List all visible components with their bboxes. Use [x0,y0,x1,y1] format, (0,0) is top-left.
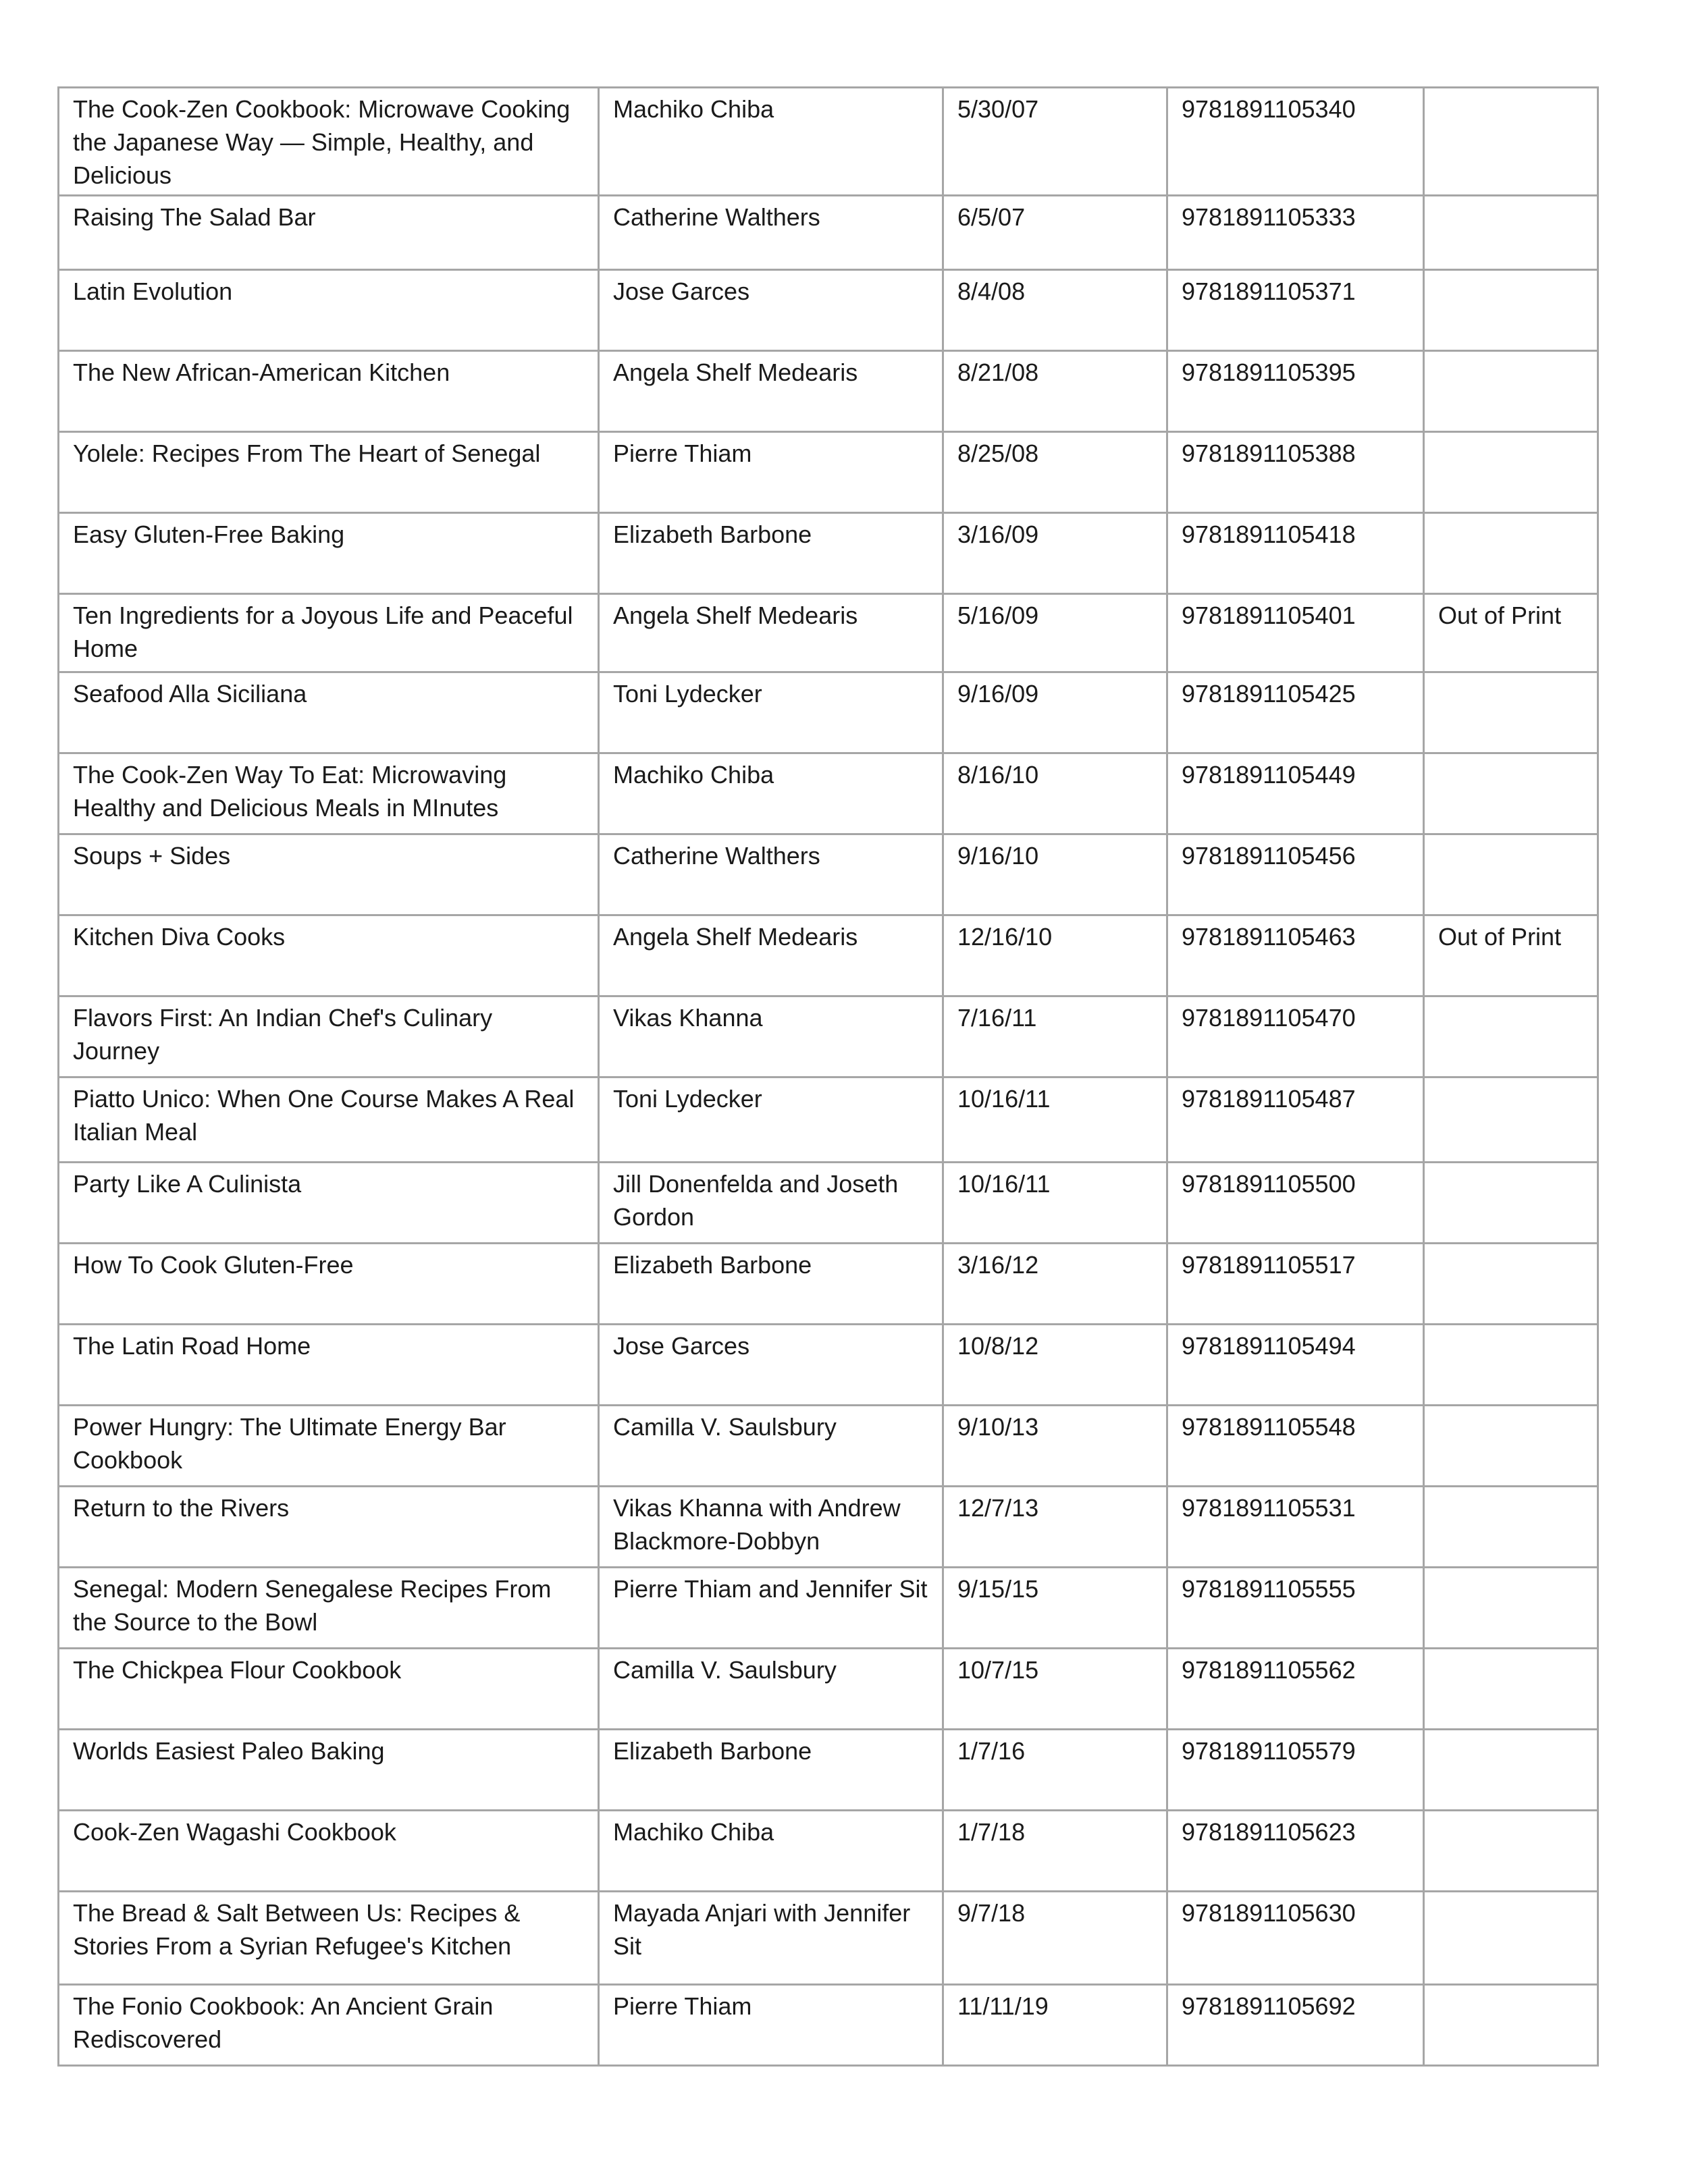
cell-date: 9/10/13 [943,1406,1167,1487]
table-row [59,594,1598,672]
cell-status [1424,88,1598,196]
cell-author: Angela Shelf Medearis [599,351,943,432]
cell-date: 9/15/15 [943,1568,1167,1649]
cell-isbn: 9781891105333 [1167,196,1424,270]
cell-author: Elizabeth Barbone [599,513,943,594]
cell-status [1424,1325,1598,1406]
cell-title: Ten Ingredients for a Joyous Life and Peaceful Home [59,594,599,672]
cell-isbn: 9781891105692 [1167,1985,1424,2066]
cell-isbn: 9781891105562 [1167,1649,1424,1730]
table-row [59,915,1598,996]
cell-date: 11/11/19 [943,1985,1167,2066]
cell-author: Vikas Khanna [599,996,943,1077]
cell-date: 8/4/08 [943,270,1167,351]
cell-isbn: 9781891105463 [1167,915,1424,996]
cell-author: Toni Lydecker [599,1077,943,1163]
cell-status: Out of Print [1424,915,1598,996]
table-row [59,1244,1598,1325]
cell-isbn: 9781891105425 [1167,672,1424,753]
cell-date: 10/8/12 [943,1325,1167,1406]
book-table [57,86,1599,2067]
table-body [59,88,1598,2066]
cell-date: 8/25/08 [943,432,1167,513]
cell-author: Camilla V. Saulsbury [599,1406,943,1487]
cell-author: Jill Donenfelda and Joseth Gordon [599,1163,943,1244]
cell-title: Party Like A Culinista [59,1163,599,1244]
table-row [59,1568,1598,1649]
cell-date: 12/7/13 [943,1487,1167,1568]
cell-author: Toni Lydecker [599,672,943,753]
cell-title: How To Cook Gluten-Free [59,1244,599,1325]
cell-title: Kitchen Diva Cooks [59,915,599,996]
cell-isbn: 9781891105449 [1167,753,1424,834]
cell-date: 10/16/11 [943,1163,1167,1244]
cell-author: Mayada Anjari with Jennifer Sit [599,1892,943,1985]
cell-title: Seafood Alla Siciliana [59,672,599,753]
cell-isbn: 9781891105517 [1167,1244,1424,1325]
cell-status [1424,1077,1598,1163]
cell-author: Angela Shelf Medearis [599,915,943,996]
cell-status [1424,196,1598,270]
table-row [59,1649,1598,1730]
cell-date: 9/16/09 [943,672,1167,753]
cell-author: Pierre Thiam [599,1985,943,2066]
cell-date: 1/7/18 [943,1811,1167,1892]
cell-isbn: 9781891105395 [1167,351,1424,432]
cell-title: Raising The Salad Bar [59,196,599,270]
cell-isbn: 9781891105340 [1167,88,1424,196]
cell-title: The Cook-Zen Way To Eat: Microwaving Healthy and Delicious Meals in MInutes [59,753,599,834]
cell-status [1424,672,1598,753]
cell-date: 9/16/10 [943,834,1167,915]
cell-status: Out of Print [1424,594,1598,672]
cell-title: Power Hungry: The Ultimate Energy Bar Cookbook [59,1406,599,1487]
cell-date: 3/16/12 [943,1244,1167,1325]
cell-author: Angela Shelf Medearis [599,594,943,672]
cell-isbn: 9781891105418 [1167,513,1424,594]
cell-date: 10/16/11 [943,1077,1167,1163]
table-row [59,672,1598,753]
cell-isbn: 9781891105470 [1167,996,1424,1077]
cell-status [1424,1487,1598,1568]
table-row [59,513,1598,594]
cell-isbn: 9781891105623 [1167,1811,1424,1892]
cell-title: Worlds Easiest Paleo Baking [59,1730,599,1811]
table-row [59,834,1598,915]
cell-title: Senegal: Modern Senegalese Recipes From the Source to the Bowl [59,1568,599,1649]
cell-author: Machiko Chiba [599,753,943,834]
cell-date: 12/16/10 [943,915,1167,996]
cell-title: The New African-American Kitchen [59,351,599,432]
cell-title: The Chickpea Flour Cookbook [59,1649,599,1730]
cell-isbn: 9781891105388 [1167,432,1424,513]
cell-status [1424,1406,1598,1487]
cell-title: Return to the Rivers [59,1487,599,1568]
cell-author: Vikas Khanna with Andrew Blackmore-Dobbyn [599,1487,943,1568]
cell-status [1424,1985,1598,2066]
cell-status [1424,1730,1598,1811]
cell-date: 8/21/08 [943,351,1167,432]
cell-title: The Bread & Salt Between Us: Recipes & Stories From a Syrian Refugee's Kitchen [59,1892,599,1985]
cell-status [1424,1163,1598,1244]
cell-isbn: 9781891105630 [1167,1892,1424,1985]
cell-title: Piatto Unico: When One Course Makes A Real Italian Meal [59,1077,599,1163]
table-row [59,1325,1598,1406]
table-row [59,88,1598,196]
table-row [59,996,1598,1077]
cell-author: Pierre Thiam and Jennifer Sit [599,1568,943,1649]
cell-isbn: 9781891105401 [1167,594,1424,672]
cell-status [1424,1568,1598,1649]
cell-author: Camilla V. Saulsbury [599,1649,943,1730]
cell-status [1424,513,1598,594]
cell-author: Jose Garces [599,270,943,351]
cell-status [1424,753,1598,834]
cell-isbn: 9781891105555 [1167,1568,1424,1649]
cell-status [1424,834,1598,915]
cell-date: 5/30/07 [943,88,1167,196]
cell-date: 7/16/11 [943,996,1167,1077]
cell-title: The Cook-Zen Cookbook: Microwave Cooking the Japanese Way — Simple, Healthy, and Delicious [59,88,599,196]
table-row [59,1730,1598,1811]
cell-date: 9/7/18 [943,1892,1167,1985]
table-row [59,1985,1598,2066]
cell-isbn: 9781891105500 [1167,1163,1424,1244]
cell-date: 10/7/15 [943,1649,1167,1730]
table-row [59,351,1598,432]
cell-isbn: 9781891105487 [1167,1077,1424,1163]
table-row [59,1163,1598,1244]
cell-title: Latin Evolution [59,270,599,351]
cell-date: 5/16/09 [943,594,1167,672]
cell-status [1424,432,1598,513]
cell-author: Elizabeth Barbone [599,1730,943,1811]
table-row [59,753,1598,834]
cell-title: Flavors First: An Indian Chef's Culinary Journey [59,996,599,1077]
cell-isbn: 9781891105548 [1167,1406,1424,1487]
cell-isbn: 9781891105456 [1167,834,1424,915]
cell-author: Elizabeth Barbone [599,1244,943,1325]
cell-date: 8/16/10 [943,753,1167,834]
table-row [59,1077,1598,1163]
cell-title: Easy Gluten-Free Baking [59,513,599,594]
cell-date: 6/5/07 [943,196,1167,270]
table-row [59,1892,1598,1985]
cell-status [1424,1892,1598,1985]
cell-author: Pierre Thiam [599,432,943,513]
cell-title: The Latin Road Home [59,1325,599,1406]
cell-author: Jose Garces [599,1325,943,1406]
cell-author: Machiko Chiba [599,1811,943,1892]
cell-title: Soups + Sides [59,834,599,915]
table-row [59,1406,1598,1487]
cell-title: The Fonio Cookbook: An Ancient Grain Rediscovered [59,1985,599,2066]
table-row [59,196,1598,270]
cell-author: Machiko Chiba [599,88,943,196]
cell-isbn: 9781891105371 [1167,270,1424,351]
table-row [59,1487,1598,1568]
cell-status [1424,270,1598,351]
cell-status [1424,996,1598,1077]
cell-status [1424,1811,1598,1892]
cell-status [1424,1649,1598,1730]
cell-status [1424,1244,1598,1325]
cell-date: 3/16/09 [943,513,1167,594]
cell-isbn: 9781891105531 [1167,1487,1424,1568]
cell-date: 1/7/16 [943,1730,1167,1811]
table-row [59,1811,1598,1892]
table-row [59,270,1598,351]
cell-title: Cook-Zen Wagashi Cookbook [59,1811,599,1892]
cell-isbn: 9781891105494 [1167,1325,1424,1406]
cell-title: Yolele: Recipes From The Heart of Senegal [59,432,599,513]
table-row [59,432,1598,513]
cell-author: Catherine Walthers [599,834,943,915]
cell-author: Catherine Walthers [599,196,943,270]
cell-isbn: 9781891105579 [1167,1730,1424,1811]
cell-status [1424,351,1598,432]
